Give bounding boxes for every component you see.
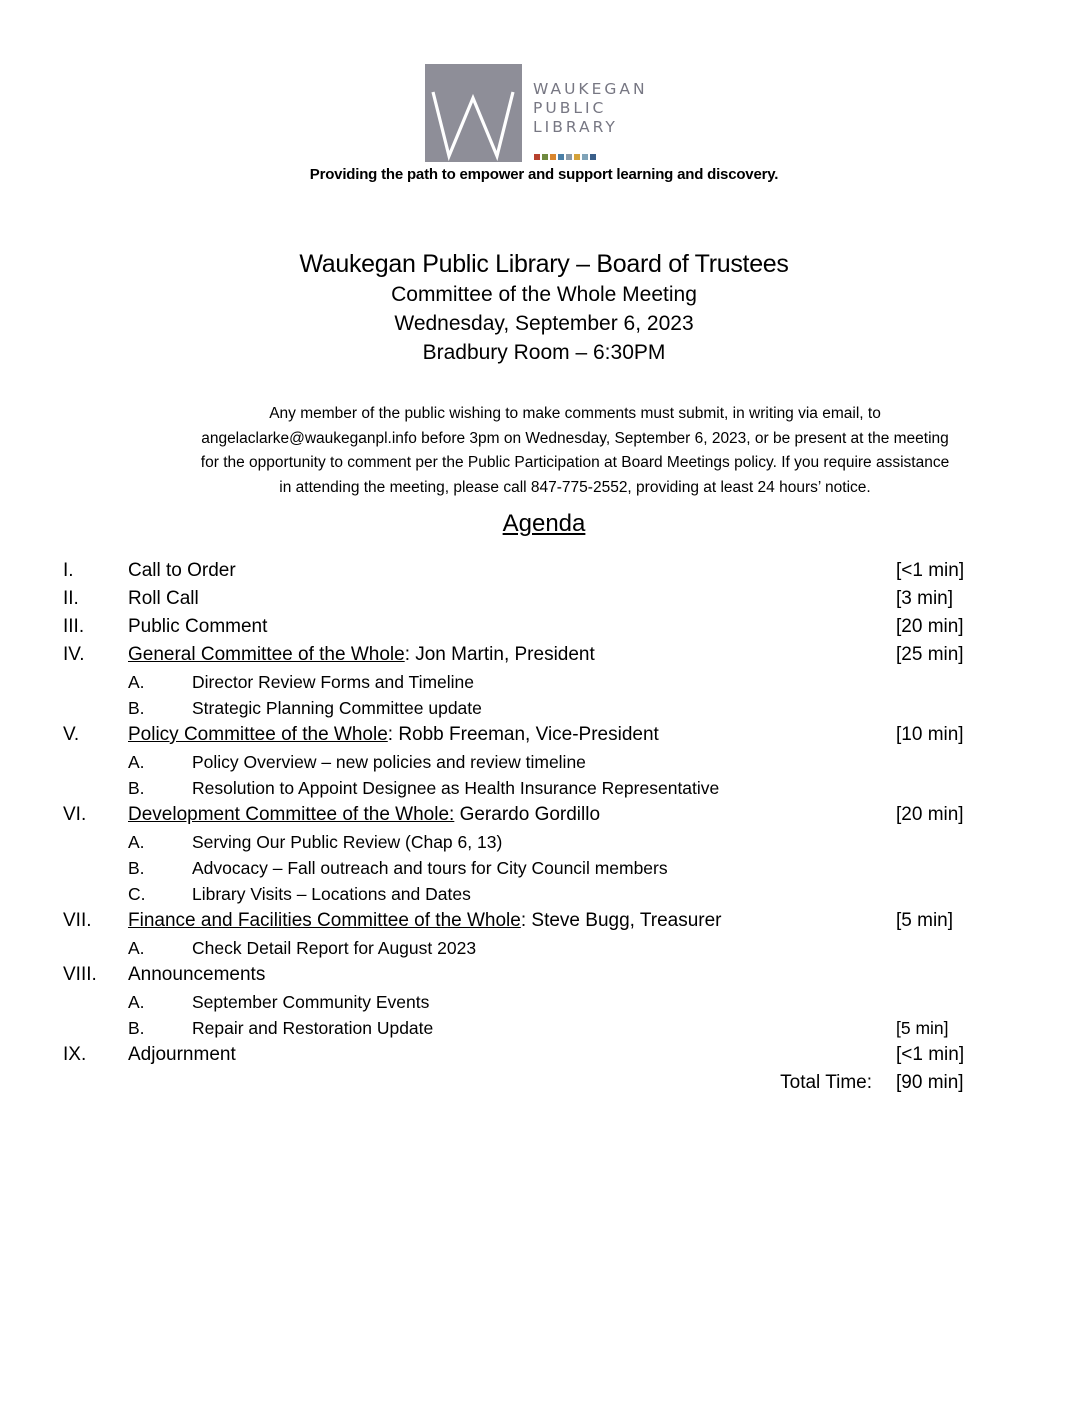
notice-line-3: for the opportunity to comment per the Public Participation at Board Meetings policy. If you require assistance xyxy=(200,454,950,471)
logo-w-block xyxy=(425,64,522,162)
meeting-date: Wednesday, September 6, 2023 xyxy=(394,312,694,335)
item-text xyxy=(128,907,722,935)
logo-line-2: PUBLIC xyxy=(533,99,607,117)
item-text xyxy=(128,721,659,749)
subitem-text: Library Visits – Locations and Dates xyxy=(192,884,471,904)
item-time: [<1 min] xyxy=(896,560,965,581)
logo-square xyxy=(574,154,580,160)
item-time: [<1 min] xyxy=(896,1044,965,1065)
title-block xyxy=(0,248,1088,367)
item-time: [20 min] xyxy=(896,616,964,637)
committee-chair: : Steve Bugg, Treasurer xyxy=(520,910,722,931)
item-number: III. xyxy=(63,616,85,637)
agenda-subitem xyxy=(0,749,1088,775)
subitem-letter: A. xyxy=(128,752,145,772)
meeting-name: Committee of the Whole Meeting xyxy=(391,283,697,306)
logo-line-3: LIBRARY xyxy=(533,118,618,136)
logo-wordmark xyxy=(533,80,648,137)
item-time: [5 min] xyxy=(896,910,954,931)
subitem-letter: B. xyxy=(128,778,145,798)
committee-name: Finance and Facilities Committee of the Whole xyxy=(128,910,521,931)
agenda-list xyxy=(0,557,1088,1097)
item-time: [3 min] xyxy=(896,588,954,609)
agenda-subitem xyxy=(0,881,1088,907)
committee-chair: : Jon Martin, President xyxy=(404,644,595,665)
logo-square xyxy=(566,154,572,160)
item-number: VIII. xyxy=(63,964,97,985)
subitem-letter: C. xyxy=(128,884,146,904)
agenda-item xyxy=(0,801,1088,829)
subitem-text: Director Review Forms and Timeline xyxy=(192,672,475,692)
total-time-label: Total Time: xyxy=(780,1072,872,1093)
item-text xyxy=(128,641,595,669)
agenda-item xyxy=(0,641,1088,669)
item-text: Adjournment xyxy=(128,1044,236,1065)
subitem-text: Check Detail Report for August 2023 xyxy=(192,938,477,958)
item-text xyxy=(128,801,600,829)
item-text: Announcements xyxy=(128,964,266,985)
logo-color-squares xyxy=(534,147,598,155)
subitem-letter: B. xyxy=(128,1018,145,1038)
logo-square xyxy=(550,154,556,160)
subitem-letter: A. xyxy=(128,992,145,1012)
agenda-item xyxy=(0,585,1088,613)
meeting-location: Bradbury Room – 6:30PM xyxy=(422,341,666,364)
agenda-item xyxy=(0,1041,1088,1069)
item-time: [25 min] xyxy=(896,644,964,665)
agenda-item xyxy=(0,907,1088,935)
logo-square xyxy=(558,154,564,160)
logo-square xyxy=(534,154,540,160)
subitem-text: September Community Events xyxy=(192,992,430,1012)
item-text: Public Comment xyxy=(128,616,268,637)
agenda-subitem xyxy=(0,1015,1088,1041)
committee-chair: : Robb Freeman, Vice-President xyxy=(387,724,659,745)
item-text: Roll Call xyxy=(128,588,199,609)
logo-square xyxy=(542,154,548,160)
subitem-letter: A. xyxy=(128,672,145,692)
notice-line-4: in attending the meeting, please call 847-775-2552, providing at least 24 hours’ notice. xyxy=(279,478,871,496)
item-time: [20 min] xyxy=(896,804,964,825)
committee-name: General Committee of the Whole xyxy=(128,644,405,665)
public-comment-notice xyxy=(120,402,1030,500)
agenda-subitem xyxy=(0,669,1088,695)
agenda-subitem xyxy=(0,935,1088,961)
item-number: II. xyxy=(63,588,79,609)
subitem-text: Policy Overview – new policies and review timeline xyxy=(192,752,586,772)
document-title: Waukegan Public Library – Board of Trustees xyxy=(299,250,789,278)
tagline: Providing the path to empower and support learning and discovery. xyxy=(309,166,779,183)
total-time-value: [90 min] xyxy=(896,1072,964,1093)
item-time: [10 min] xyxy=(896,724,964,745)
agenda-heading: Agenda xyxy=(502,510,586,537)
agenda-item xyxy=(0,961,1088,989)
logo-square xyxy=(582,154,588,160)
item-number: IV. xyxy=(63,644,85,665)
agenda-item xyxy=(0,613,1088,641)
subitem-letter: B. xyxy=(128,858,145,878)
item-number: V. xyxy=(63,724,80,745)
notice-line-1: Any member of the public wishing to make comments must submit, in writing via email, to xyxy=(269,405,881,422)
subitem-text: Repair and Restoration Update xyxy=(192,1018,434,1038)
subitem-letter: A. xyxy=(128,832,145,852)
agenda-subitem xyxy=(0,775,1088,801)
logo-square xyxy=(590,154,596,160)
agenda-subitem xyxy=(0,695,1088,721)
item-number: I. xyxy=(63,560,74,581)
item-text: Call to Order xyxy=(128,560,236,581)
item-time: [5 min] xyxy=(896,1018,949,1038)
agenda-item xyxy=(0,721,1088,749)
logo-line-1: WAUKEGAN xyxy=(533,80,648,98)
agenda-subitem xyxy=(0,829,1088,855)
notice-line-2: angelaclarke@waukeganpl.info before 3pm on Wednesday, September 6, 2023, or be present at the meeting xyxy=(201,429,949,447)
agenda-subitem xyxy=(0,855,1088,881)
library-logo xyxy=(425,64,685,164)
subitem-letter: B. xyxy=(128,698,145,718)
subitem-text: Advocacy – Fall outreach and tours for City Council members xyxy=(192,858,668,878)
subitem-text: Serving Our Public Review (Chap 6, 13) xyxy=(192,832,503,852)
subitem-letter: A. xyxy=(128,938,145,958)
agenda-subitem xyxy=(0,989,1088,1015)
committee-chair: Gerardo Gordillo xyxy=(454,804,601,825)
logo-w-letter xyxy=(425,64,522,162)
total-time-row xyxy=(0,1069,1088,1097)
item-number: VI. xyxy=(63,804,87,825)
committee-name: Policy Committee of the Whole xyxy=(128,724,388,745)
item-number: VII. xyxy=(63,910,92,931)
committee-name: Development Committee of the Whole: xyxy=(128,804,455,825)
item-number: IX. xyxy=(63,1044,87,1065)
subitem-text: Strategic Planning Committee update xyxy=(192,698,482,718)
subitem-text: Resolution to Appoint Designee as Health Insurance Representative xyxy=(192,778,720,798)
agenda-item xyxy=(0,557,1088,585)
